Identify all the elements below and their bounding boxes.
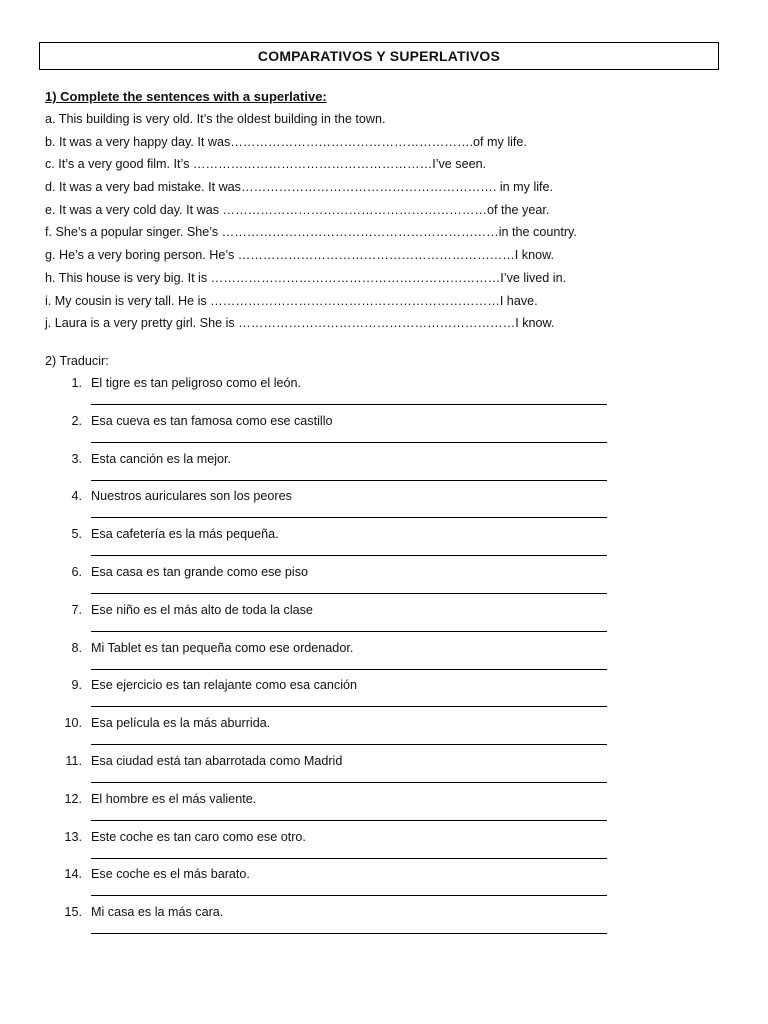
exercise-number: 1. (71, 376, 82, 390)
sentence-item: a. This building is very old. It’s the oldest building in the town. (45, 112, 386, 126)
exercise-item (62, 676, 608, 714)
answer-line (91, 782, 607, 783)
answer-line (91, 858, 607, 859)
section-2-heading: 2) Traducir: (45, 354, 109, 368)
exercise-item (62, 412, 608, 450)
exercise-sentence: Mi casa es la más cara. (91, 905, 224, 920)
answer-line (91, 404, 607, 405)
answer-line (91, 933, 607, 934)
exercise-sentence: Ese ejercicio es tan relajante como esa canción (91, 678, 358, 693)
exercise-sentence: Este coche es tan caro como ese otro. (91, 829, 306, 844)
exercise-item (62, 525, 608, 563)
exercise-number: 12. (64, 791, 82, 806)
exercise-sentence: Esa cueva es tan famosa como ese castillo (91, 413, 333, 428)
exercise-number: 3. (71, 451, 82, 466)
exercise-item (62, 752, 608, 790)
sentence-item: c. It’s a very good film. It’s …………………………………………………I’ve seen. (45, 157, 487, 172)
answer-line (91, 517, 607, 518)
exercise-sentence: Esa cafetería es la más pequeña. (91, 527, 279, 542)
sentence-item: h. This house is very big. It is ……………………………………………………………I’ve lived in. (45, 270, 567, 285)
exercise-number: 14. (64, 867, 82, 882)
page-title: COMPARATIVOS Y SUPERLATIVOS (257, 48, 501, 64)
exercise-sentence: Mi Tablet es tan pequeña como ese ordenador. (91, 640, 354, 655)
exercise-number: 2. (71, 413, 82, 428)
answer-line (91, 669, 607, 670)
answer-line (91, 593, 607, 594)
exercise-item (62, 487, 608, 525)
title-box (39, 42, 719, 70)
superlative-sentence-list (45, 110, 577, 337)
exercise-sentence: Ese coche es el más barato. (91, 867, 250, 882)
exercise-number: 13. (64, 829, 82, 844)
translation-exercise-list (62, 374, 608, 941)
answer-line (91, 744, 607, 745)
exercise-item (62, 865, 608, 903)
exercise-sentence: Esta canción es la mejor. (91, 451, 232, 466)
sentence-item: b. It was a very happy day. It was………………………………………………….of my life. (45, 134, 527, 149)
sentence-item: i. My cousin is very tall. He is ……………………………………………………………I have. (45, 293, 538, 308)
exercise-item (62, 903, 608, 941)
exercise-item (62, 601, 608, 639)
exercise-sentence: Ese niño es el más alto de toda la clase (91, 602, 313, 617)
sentence-item: f. She’s a popular singer. She’s …………………………………………………………in the country. (45, 225, 577, 240)
exercise-number: 9. (71, 678, 82, 693)
answer-line (91, 480, 607, 481)
answer-line (91, 706, 607, 707)
answer-line (91, 820, 607, 821)
exercise-item (62, 639, 608, 677)
exercise-number: 7. (71, 602, 82, 617)
exercise-item (62, 563, 608, 601)
sentence-item: j. Laura is a very pretty girl. She is …………………………………………………………I know. (45, 316, 555, 331)
exercise-number: 6. (71, 564, 82, 579)
sentence-item: g. He’s a very boring person. He’s …………………………………………………………I know. (45, 248, 555, 263)
answer-line (91, 895, 607, 896)
exercise-sentence: Nuestros auriculares son los peores (91, 489, 292, 504)
exercise-sentence: El tigre es tan peligroso como el león. (91, 376, 302, 390)
exercise-number: 4. (71, 489, 82, 504)
exercise-item (62, 374, 608, 412)
exercise-item (62, 714, 608, 752)
section-1-heading: 1) Complete the sentences with a superlative: (45, 89, 327, 104)
answer-line (91, 555, 607, 556)
answer-line (91, 442, 607, 443)
exercise-sentence: El hombre es el más valiente. (91, 791, 257, 806)
exercise-number: 11. (65, 753, 82, 768)
answer-line (91, 631, 607, 632)
exercise-item (62, 450, 608, 488)
sentence-item: e. It was a very cold day. It was ………………………………………………………of the year. (45, 202, 550, 217)
exercise-sentence: Esa casa es tan grande como ese piso (91, 564, 309, 579)
exercise-number: 5. (71, 527, 82, 542)
exercise-number: 15. (64, 905, 82, 920)
exercise-sentence: Esa película es la más aburrida. (91, 716, 271, 731)
sentence-item: d. It was a very bad mistake. It was……………………………………………………. in my life. (45, 180, 554, 195)
exercise-number: 10. (64, 716, 82, 731)
exercise-item (62, 828, 608, 866)
exercise-sentence: Esa ciudad está tan abarrotada como Madrid (91, 753, 343, 768)
exercise-number: 8. (71, 640, 82, 655)
exercise-item (62, 790, 608, 828)
